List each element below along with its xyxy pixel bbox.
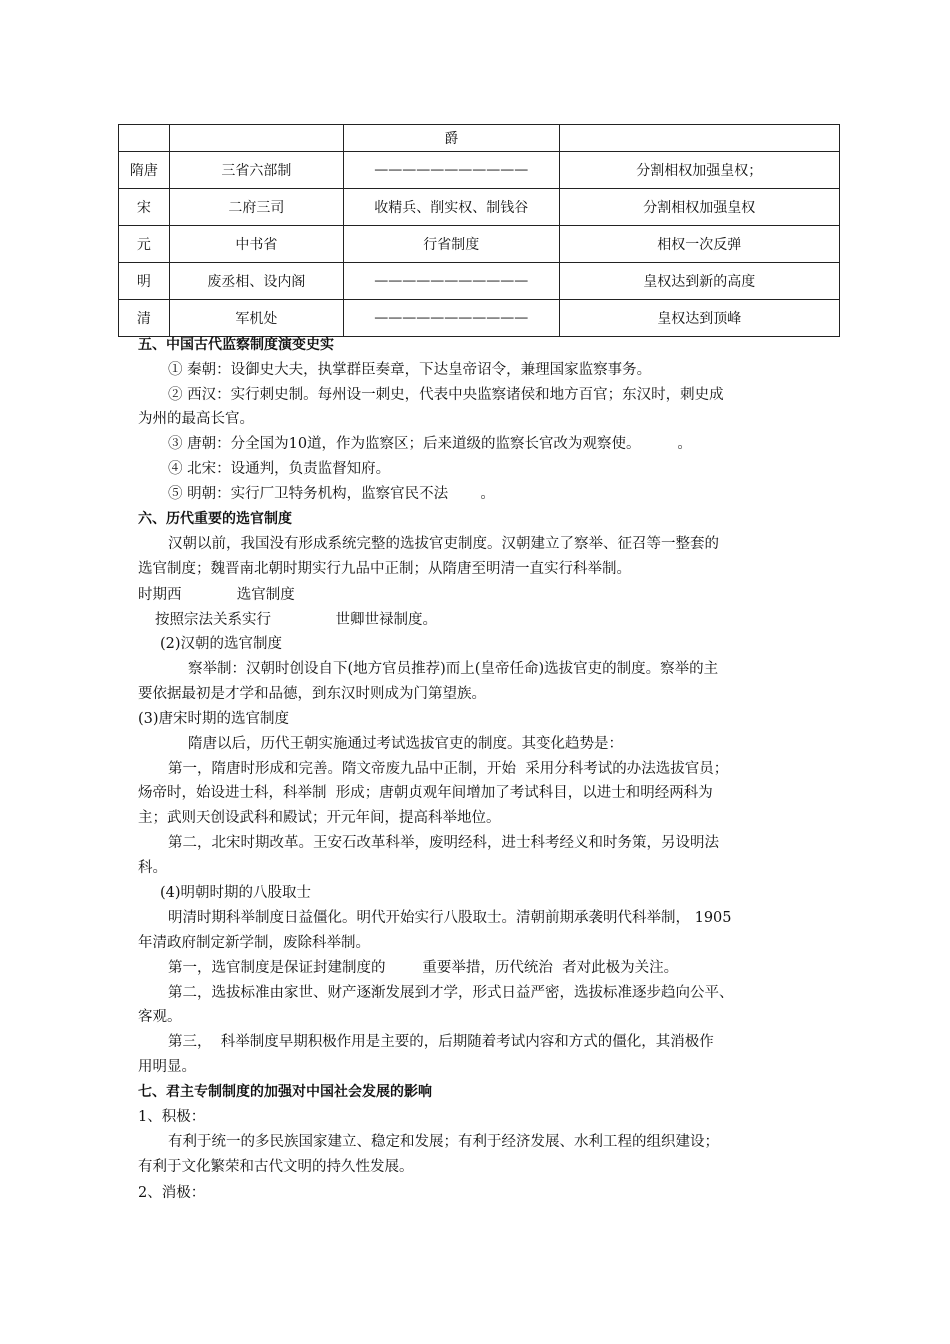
table-cell: 爵 xyxy=(343,125,559,152)
table-cell: 收精兵、削实权、制钱谷 xyxy=(343,189,559,226)
table-cell: 清 xyxy=(119,300,170,337)
table-cell: 明 xyxy=(119,263,170,300)
table-cell: 宋 xyxy=(119,189,170,226)
paragraph-line: (4)明朝时期的八股取士 xyxy=(160,885,312,901)
table-cell xyxy=(169,125,343,152)
table-cell: 分割相权加强皇权 xyxy=(559,189,839,226)
table-row xyxy=(119,152,840,189)
section-heading: 五、中国古代监察制度演变史实 xyxy=(138,337,334,353)
paragraph-line: 炀帝时，始设进士科，科举制 形成；唐朝贞观年间增加了考试科目，以进士和明经两科为 xyxy=(138,785,713,801)
table-cell: 军机处 xyxy=(169,300,343,337)
table-cell: 二府三司 xyxy=(169,189,343,226)
table-row xyxy=(119,263,840,300)
paragraph-line: (3)唐宋时期的选官制度 xyxy=(138,711,290,727)
table-row xyxy=(119,226,840,263)
paragraph-line: ① 秦朝：设御史大夫，执掌群臣奏章，下达皇帝诏令，兼理国家监察事务。 xyxy=(168,362,652,378)
table-cell: 相权一次反弹 xyxy=(559,226,839,263)
paragraph-line: ③ 唐朝：分全国为10道，作为监察区；后来道级的监察长官改为观察使。 。 xyxy=(168,436,692,452)
paragraph-line: ⑤ 明朝：实行厂卫特务机构，监察官民不法 。 xyxy=(168,486,495,502)
paragraph-line: 有利于文化繁荣和古代文明的持久性发展。 xyxy=(138,1159,414,1175)
table-cell: 废丞相、设内阁 xyxy=(169,263,343,300)
table-cell xyxy=(119,125,170,152)
paragraph-line: 为州的最高长官。 xyxy=(138,411,254,427)
paragraph-line: 第一，选官制度是保证封建制度的 重要举措，历代统治 者对此极为关注。 xyxy=(168,960,679,976)
paragraph-line: 第二，北宋时期改革。王安石改革科举，废明经科，进士科考经义和时务策，另设明法 xyxy=(168,835,719,851)
table-cell: 隋唐 xyxy=(119,152,170,189)
table-cell xyxy=(559,125,839,152)
table-row xyxy=(119,189,840,226)
section-heading: 七、君主专制制度的加强对中国社会发展的影响 xyxy=(138,1084,432,1100)
table-cell: 元 xyxy=(119,226,170,263)
paragraph-line: 要依据最初是才学和品德，到东汉时则成为门第望族。 xyxy=(138,686,486,702)
history-table-body xyxy=(119,125,840,337)
paragraph-line: 选官制度；魏晋南北朝时期实行九品中正制；从隋唐至明清一直实行科举制。 xyxy=(138,561,631,577)
paragraph-line: 第三， 科举制度早期积极作用是主要的，后期随着考试内容和方式的僵化，其消极作 xyxy=(168,1034,714,1050)
paragraph-line: 2、消极： xyxy=(138,1185,206,1201)
table-cell: 皇权达到新的高度 xyxy=(559,263,839,300)
table-cell: 行省制度 xyxy=(343,226,559,263)
table-cell: 三省六部制 xyxy=(169,152,343,189)
paragraph-line: 第一，隋唐时形成和完善。隋文帝废九品中正制，开始 采用分科考试的办法选拔官员； xyxy=(168,761,729,777)
paragraph-line: 按照宗法关系实行 世卿世禄制度。 xyxy=(155,612,438,628)
paragraph-line: 客观。 xyxy=(138,1009,182,1025)
history-table xyxy=(118,124,840,337)
paragraph-line: 有利于统一的多民族国家建立、稳定和发展；有利于经济发展、水利工程的组织建设； xyxy=(168,1134,719,1150)
paragraph-line: 隋唐以后，历代王朝实施通过考试选拔官吏的制度。其变化趋势是： xyxy=(188,736,623,752)
paragraph-line: 第二，选拔标准由家世、财产逐渐发展到才学，形式日益严密，选拔标准逐步趋向公平、 xyxy=(168,985,734,1001)
paragraph-line: 科。 xyxy=(138,860,167,876)
table-cell: ——————————— xyxy=(343,300,559,337)
paragraph-line: 1、积极： xyxy=(138,1109,206,1125)
table-row xyxy=(119,125,840,152)
table-cell: 中书省 xyxy=(169,226,343,263)
paragraph-line: 时期西 选官制度 xyxy=(138,587,295,603)
paragraph-line: 年清政府制定新学制，废除科举制。 xyxy=(138,935,370,951)
table-cell: 皇权达到顶峰 xyxy=(559,300,839,337)
table-cell: ——————————— xyxy=(343,152,559,189)
paragraph-line: (2)汉朝的选官制度 xyxy=(160,636,283,652)
table-row xyxy=(119,300,840,337)
paragraph-line: 察举制：汉朝时创设自下(地方官员推荐)而上(皇帝任命)选拔官吏的制度。察举的主 xyxy=(188,661,719,677)
paragraph-line: ② 西汉：实行刺史制。每州设一刺史，代表中央监察诸侯和地方百官；东汉时，刺史成 xyxy=(168,387,724,403)
table-cell: 分割相权加强皇权； xyxy=(559,152,839,189)
paragraph-line: 汉朝以前，我国没有形成系统完整的选拔官吏制度。汉朝建立了察举、征召等一整套的 xyxy=(168,536,719,552)
paragraph-line: 明清时期科举制度日益僵化。明代开始实行八股取士。清朝前期承袭明代科举制， 1905 xyxy=(168,910,732,926)
section-heading: 六、历代重要的选官制度 xyxy=(138,511,292,527)
paragraph-line: ④ 北宋：设通判，负责监督知府。 xyxy=(168,461,391,477)
paragraph-line: 用明显。 xyxy=(138,1059,196,1075)
paragraph-line: 主；武则天创设武科和殿试；开元年间，提高科举地位。 xyxy=(138,810,501,826)
table-cell: ——————————— xyxy=(343,263,559,300)
